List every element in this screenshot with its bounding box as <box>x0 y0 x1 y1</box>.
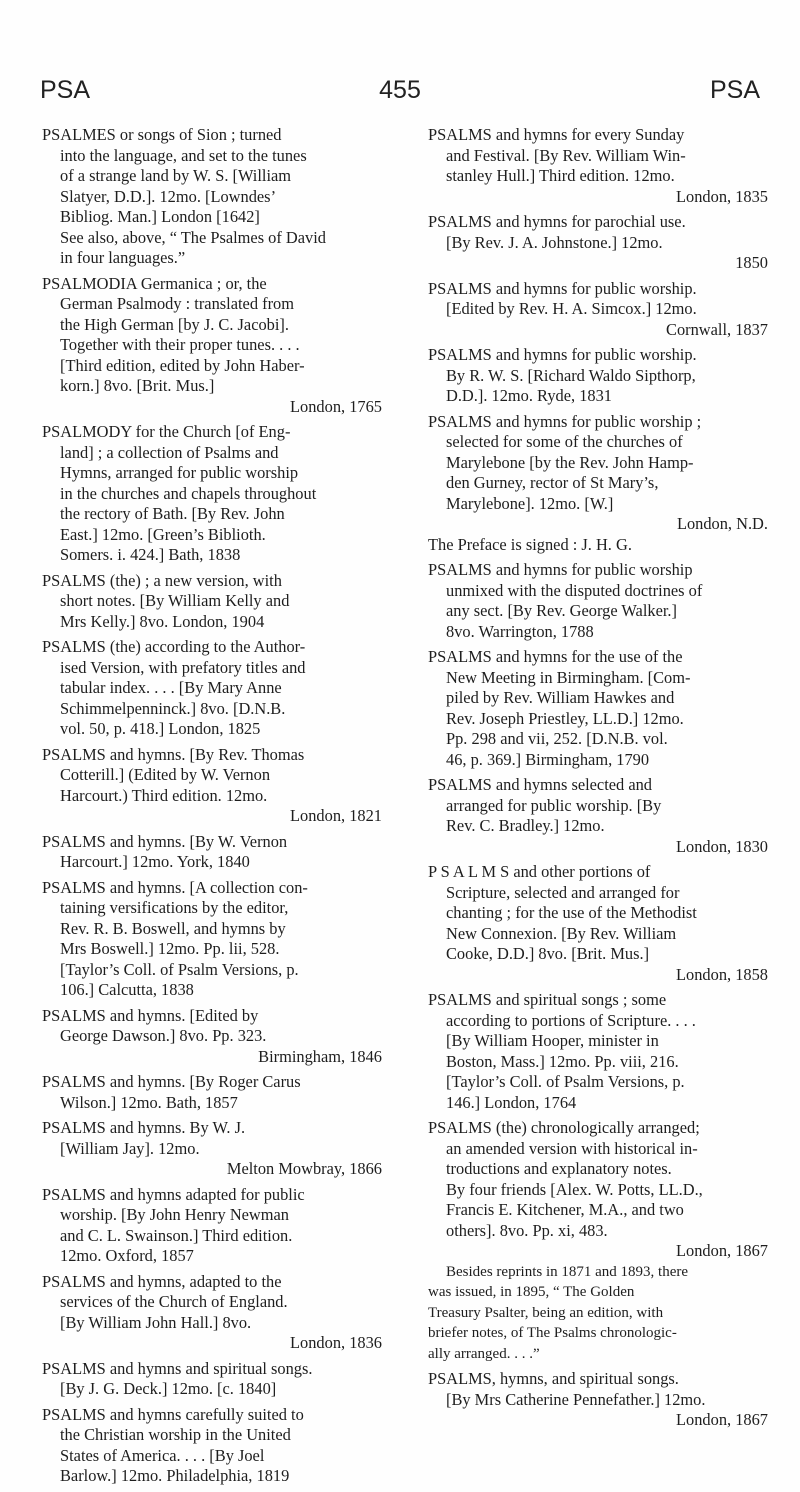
entry-line: 106.] Calcutta, 1838 <box>60 980 194 999</box>
entry-line: chanting ; for the use of the Methodist <box>446 903 697 922</box>
entry-line: [Third edition, edited by John Haber- <box>60 355 305 375</box>
entry-line: PSALMS (the) according to the Author- <box>42 637 306 656</box>
entry-line: land] ; a collection of Psalms and <box>60 442 279 462</box>
catalog-entry <box>428 212 768 274</box>
entry-line: PSALMODY for the Church [of Eng- <box>42 422 291 441</box>
catalog-entry <box>428 345 768 407</box>
catalog-entry <box>42 878 382 1001</box>
entry-line: D.D.]. 12mo. Ryde, 1831 <box>446 386 612 405</box>
entry-line: PSALMS and hymns and spiritual songs. <box>42 1358 313 1378</box>
entry-line: Pp. 298 and vii, 252. [D.N.B. vol. <box>446 729 668 748</box>
entry-line: the High German [by J. C. Jacobi]. <box>60 314 289 334</box>
entry-line: 46, p. 369.] Birmingham, 1790 <box>446 749 650 769</box>
entry-line: PSALMS and hymns for public worship. <box>428 278 697 298</box>
entry-line: Rev. R. B. Boswell, and hymns by <box>60 918 286 938</box>
entry-line: PSALMS and hymns for every Sunday <box>428 125 685 144</box>
catalog-entry <box>42 125 382 269</box>
entry-imprint: London, 1830 <box>676 836 768 856</box>
entry-imprint: London, 1765 <box>290 396 382 416</box>
entry-line: in the churches and chapels throughout <box>60 483 317 503</box>
catalog-entry <box>428 279 768 341</box>
catalog-entry <box>42 1006 382 1068</box>
entry-line: into the language, and set to the tunes <box>60 145 307 165</box>
entry-line: Somers. i. 424.] Bath, 1838 <box>60 545 241 564</box>
catalog-entry <box>42 571 382 633</box>
entry-line: PSALMS, hymns, and spiritual songs. <box>428 1369 679 1388</box>
entry-line: 146.] London, 1764 <box>446 1092 577 1112</box>
catalog-entry <box>42 1359 382 1400</box>
entry-note-line: Treasury Psalter, being an edition, with <box>428 1304 664 1321</box>
entry-line: PSALMS and hymns. [A collection con- <box>42 877 308 897</box>
entry-line: selected for some of the churches of <box>446 432 683 451</box>
entry-line: Rev. C. Bradley.] 12mo. <box>446 816 605 835</box>
catalog-entry <box>42 1272 382 1354</box>
catalog-entry <box>428 412 768 556</box>
entry-line: Hymns, arranged for public worship <box>60 463 299 482</box>
entry-line: Mrs Kelly.] 8vo. London, 1904 <box>60 611 265 631</box>
entry-line: PSALMS and hymns. [Edited by <box>42 1005 259 1025</box>
entry-line: others]. 8vo. Pp. xi, 483. <box>446 1220 608 1240</box>
catalog-entry <box>42 274 382 418</box>
entry-note-line: ally arranged. . . .” <box>428 1345 540 1362</box>
entry-line: East.] 12mo. [Green’s Biblioth. <box>60 524 266 544</box>
entry-line: See also, above, “ The Psalmes of David <box>60 227 326 247</box>
entry-line: PSALMS and hymns adapted for public <box>42 1184 305 1204</box>
entry-line: [By William Hooper, minister in <box>446 1031 659 1050</box>
entry-line: the Christian worship in the United <box>60 1425 291 1444</box>
entry-line: PSALMES or songs of Sion ; turned <box>42 125 282 144</box>
entry-line: 12mo. Oxford, 1857 <box>60 1246 194 1265</box>
catalog-entry <box>42 1185 382 1267</box>
entry-imprint: London, 1867 <box>676 1410 768 1429</box>
entry-line: [Taylor’s Coll. of Psalm Versions, p. <box>60 959 299 979</box>
entry-line: Wilson.] 12mo. Bath, 1857 <box>60 1092 238 1112</box>
entry-line: PSALMODIA Germanica ; or, the <box>42 273 267 293</box>
catalog-entry <box>428 560 768 642</box>
entry-line: Slatyer, D.D.]. 12mo. [Lowndes’ <box>60 186 277 206</box>
entry-line: Schimmelpenninck.] 8vo. [D.N.B. <box>60 698 286 718</box>
entry-line: troductions and explanatory notes. <box>446 1159 672 1178</box>
entry-line: unmixed with the disputed doctrines of <box>446 580 703 600</box>
entry-line: PSALMS and hymns. [By Rev. Thomas <box>42 744 305 764</box>
entry-line: [Edited by Rev. H. A. Simcox.] 12mo. <box>446 299 697 318</box>
entry-line: PSALMS and hymns carefully suited to <box>42 1404 304 1424</box>
entry-line: PSALMS and hymns for parochial use. <box>428 212 686 231</box>
entry-line: Mrs Boswell.] 12mo. Pp. lii, 528. <box>60 939 280 958</box>
entry-line: and Festival. [By Rev. William Win- <box>446 145 686 165</box>
entry-line: of a strange land by W. S. [William <box>60 166 292 185</box>
entry-line: [By J. G. Deck.] 12mo. [c. 1840] <box>60 1379 277 1398</box>
entry-line: PSALMS and hymns. By W. J. <box>42 1118 246 1137</box>
entry-line: States of America. . . . [By Joel <box>60 1445 265 1465</box>
entry-line: PSALMS and hymns selected and <box>428 775 652 794</box>
catalog-entry <box>42 422 382 566</box>
entry-line: stanley Hull.] Third edition. 12mo. <box>446 166 675 185</box>
entry-line: Together with their proper tunes. . . . <box>60 335 300 354</box>
entry-line: worship. [By John Henry Newman <box>60 1205 289 1224</box>
catalog-entry <box>42 1118 382 1180</box>
entry-imprint: London, 1835 <box>676 186 768 206</box>
entry-line: PSALMS and spiritual songs ; some <box>428 990 667 1009</box>
entry-line: Francis E. Kitchener, M.A., and two <box>446 1200 684 1219</box>
entry-line: PSALMS and hymns for the use of the <box>428 647 683 666</box>
entry-line: Barlow.] 12mo. Philadelphia, 1819 <box>60 1466 290 1485</box>
entry-line: Scripture, selected and arranged for <box>446 882 680 902</box>
entry-line: Harcourt.) Third edition. 12mo. <box>60 785 268 805</box>
left-column <box>42 125 382 1492</box>
entry-line: PSALMS and hymns for public worship ; <box>428 411 702 431</box>
entry-line: arranged for public worship. [By <box>446 795 662 815</box>
entry-imprint: London, N.D. <box>676 514 768 533</box>
catalog-entry <box>428 1118 768 1364</box>
entry-line: PSALMS and hymns, adapted to the <box>42 1271 282 1291</box>
entry-line: tabular index. . . . [By Mary Anne <box>60 678 282 697</box>
entry-line: piled by Rev. William Hawkes and <box>446 688 675 707</box>
entry-note-line: Besides reprints in 1871 and 1893, there <box>446 1263 689 1280</box>
catalog-entry <box>428 775 768 857</box>
entry-imprint: London, 1867 <box>676 1241 768 1260</box>
entry-line: Bibliog. Man.] London [1642] <box>60 207 260 226</box>
entry-line: PSALMS and hymns for public worship. <box>428 345 697 364</box>
entry-line: short notes. [By William Kelly and <box>60 591 290 610</box>
entry-line: George Dawson.] 8vo. Pp. 323. <box>60 1026 267 1045</box>
entry-line: [Taylor’s Coll. of Psalm Versions, p. <box>446 1072 685 1091</box>
entry-line: services of the Church of England. <box>60 1292 288 1311</box>
entry-line: P S A L M S and other portions of <box>428 862 651 881</box>
entry-line: PSALMS and hymns. [By W. Vernon <box>42 831 288 851</box>
entry-line: Boston, Mass.] 12mo. Pp. viii, 216. <box>446 1051 679 1071</box>
entry-line: PSALMS (the) ; a new version, with <box>42 570 282 590</box>
entry-line: an amended version with historical in- <box>446 1138 698 1158</box>
entry-line: korn.] 8vo. [Brit. Mus.] <box>60 376 215 395</box>
catalog-entry <box>428 647 768 770</box>
entry-line: any sect. [By Rev. George Walker.] <box>446 601 677 620</box>
header-right: PSA <box>709 76 760 104</box>
entry-line: Cotterill.] (Edited by W. Vernon <box>60 765 271 784</box>
entry-line: Marylebone [by the Rev. John Hamp- <box>446 452 694 472</box>
entry-line: taining versifications by the editor, <box>60 898 289 917</box>
entry-line: 8vo. Warrington, 1788 <box>446 621 594 641</box>
entry-line: Marylebone]. 12mo. [W.] <box>446 493 614 513</box>
entry-imprint: Melton Mowbray, 1866 <box>226 1159 382 1178</box>
entry-imprint: 1850 <box>735 253 768 272</box>
entry-line: German Psalmody : translated from <box>60 294 294 313</box>
entry-line: the rectory of Bath. [By Rev. John <box>60 504 285 523</box>
running-header <box>40 76 760 106</box>
entry-line: By R. W. S. [Richard Waldo Sipthorp, <box>446 365 696 385</box>
entry-line: PSALMS and hymns. [By Roger Carus <box>42 1072 301 1091</box>
entry-note-line: briefer notes, of The Psalms chronologic- <box>428 1325 677 1341</box>
catalog-entry <box>428 1369 768 1431</box>
entry-line: ised Version, with prefatory titles and <box>60 657 306 677</box>
page-number: 455 <box>379 76 421 104</box>
entry-line: den Gurney, rector of St Mary’s, <box>446 473 659 492</box>
catalog-entry <box>428 990 768 1113</box>
catalog-entry <box>42 1405 382 1487</box>
entry-line: Harcourt.] 12mo. York, 1840 <box>60 852 250 871</box>
entry-imprint: Cornwall, 1837 <box>666 319 768 339</box>
entry-line: Cooke, D.D.] 8vo. [Brit. Mus.] <box>446 944 650 963</box>
catalog-entry <box>42 1072 382 1113</box>
entry-line: according to portions of Scripture. . . . <box>446 1010 696 1030</box>
entry-line: in four languages.” <box>60 248 186 267</box>
catalog-entry <box>428 862 768 985</box>
entry-line: New Connexion. [By Rev. William <box>446 923 677 943</box>
entry-line: PSALMS and hymns for public worship <box>428 560 693 579</box>
entry-line: Rev. Joseph Priestley, LL.D.] 12mo. <box>446 708 684 728</box>
entry-imprint: London, 1821 <box>290 806 382 825</box>
entry-line: vol. 50, p. 418.] London, 1825 <box>60 719 261 738</box>
catalog-entry <box>42 745 382 827</box>
entry-imprint: London, 1858 <box>676 964 768 984</box>
entry-line: [William Jay]. 12mo. <box>60 1138 200 1158</box>
header-left: PSA <box>40 76 91 104</box>
right-column <box>428 125 768 1436</box>
entry-note-line: was issued, in 1895, “ The Golden <box>428 1284 635 1300</box>
catalog-entry <box>42 832 382 873</box>
entry-imprint: Birmingham, 1846 <box>258 1046 382 1066</box>
catalog-entry <box>42 637 382 740</box>
entry-imprint: London, 1836 <box>290 1333 382 1352</box>
entry-note: The Preface is signed : J. H. G. <box>428 534 632 554</box>
catalog-entry <box>428 125 768 207</box>
entry-line: [By Rev. J. A. Johnstone.] 12mo. <box>446 232 663 252</box>
entry-line: By four friends [Alex. W. Potts, LL.D., <box>446 1179 703 1199</box>
entry-line: New Meeting in Birmingham. [Com- <box>446 667 691 687</box>
entry-line: and C. L. Swainson.] Third edition. <box>60 1225 293 1245</box>
entry-line: [By Mrs Catherine Pennefather.] 12mo. <box>446 1389 706 1409</box>
entry-line: PSALMS (the) chronologically arranged; <box>428 1118 700 1137</box>
entry-line: [By William John Hall.] 8vo. <box>60 1312 252 1332</box>
